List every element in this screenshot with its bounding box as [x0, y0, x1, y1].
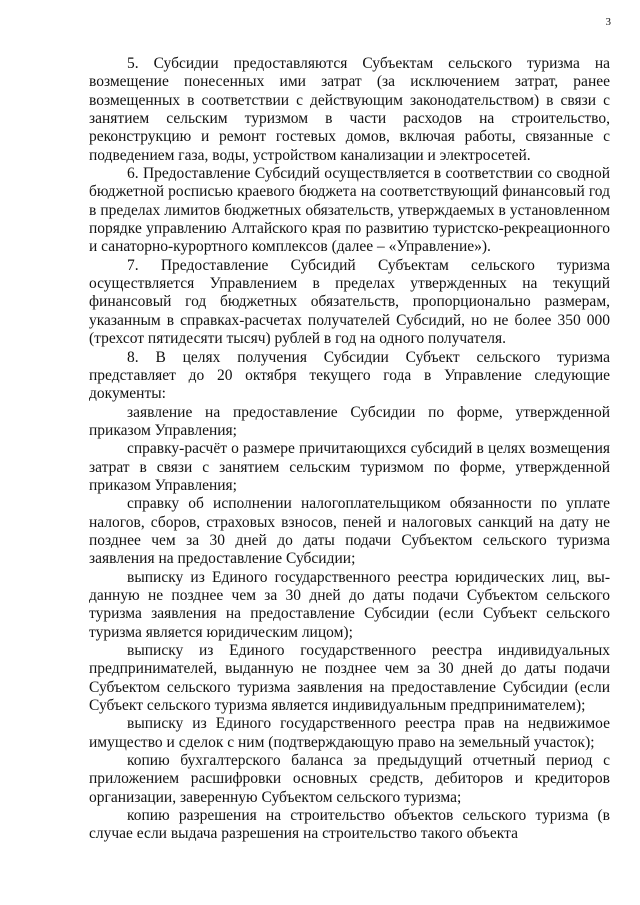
page-number: 3: [605, 16, 611, 28]
document-item-entrepreneur-extract: выписку из Единого государственного реестра индивидуальных предпринимателей, выданную не позднее чем за 30 дней до даты подачи Субъектом сельского туризма заявления на предоставление Субсидии (если Субъект сельского туризма является индивидуальным предпринимателем);: [89, 642, 610, 715]
document-item-legal-entity-extract: выписку из Единого государственного реестра юридических лиц, выданную не позднее чем за 30 дней до даты подачи Субъектом сельского туризма заявления на предоставление Субсидии (если Субъект сельского туризма является юридическим лицом);: [89, 568, 610, 641]
document-item-application: заявление на предоставление Субсидии по форме, утвержденной приказом Управления;: [89, 403, 610, 439]
paragraph-5-subsidy-purpose: 5. Субсидии предоставляются Субъектам сельского туризма на возмещение понесенных ими затрат (за исключением затрат, ранее возмещенных в соответствии с действующим законодательством) в связи с занятием сельским туризмом в части расходов на строительство, реконструкцию и ремонт гостевых домов, включая работы, связанные с подведением газа, воды, устройством канализации и электросетей.: [89, 55, 610, 164]
paragraph-8-required-documents: 8. В целях получения Субсидии Субъект сельского туризма представляет до 20 октября текущего года в Управление следующие документы:: [89, 348, 610, 403]
paragraph-7-subsidy-limit: 7. Предоставление Субсидий Субъектам сельского туризма осуществляется Управлением в пределах утвержденных на текущий финансовый год бюджетных обязательств, пропорционально размерам, указанным в справках-расчетах получателей Субсидий, но не более 350 000 (трехсот пятидесяти тысяч) рублей в год на одного получателя.: [89, 256, 610, 348]
paragraph-6-budget-source: 6. Предоставление Субсидий осуществляется в соответствии со сводной бюджетной росписью краевого бюджета на соответствующий финансовый год в пределах лимитов бюджетных обязательств, утверждаемых в установленном порядке управлению Алтайского края по развитию туристско-рекреационного и санаторно-курортного комплексов (далее – «Управление»).: [89, 165, 610, 256]
document-item-property-rights-extract: выписку из Единого государственного реестра прав на недвижимое имущество и сделок с ним (подтверждающую право на земельный участок);: [89, 715, 610, 751]
document-body: [89, 55, 610, 844]
document-item-balance-sheet: копию бухгалтерского баланса за предыдущий отчетный период с приложением расшифровки основных средств, дебиторов и кредиторов организации, заверенную Субъектом сельского туризма;: [89, 752, 610, 806]
document-item-tax-certificate: справку об исполнении налогоплательщиком обязанности по уплате налогов, сборов, страховых взносов, пеней и налоговых санкций на дату не позднее чем за 30 дней до даты подачи Субъектом сельского туризма заявления на предоставление Субсидии;: [89, 495, 610, 568]
document-item-calculation: справку-расчёт о размере причитающихся субсидий в целях возмещения затрат в связи с занятием сельским туризмом по форме, утвержденной приказом Управления;: [89, 440, 610, 494]
document-item-construction-permit: копию разрешения на строительство объектов сельского туризма (в случае если выдача разрешения на строительство такого объекта: [89, 807, 610, 843]
